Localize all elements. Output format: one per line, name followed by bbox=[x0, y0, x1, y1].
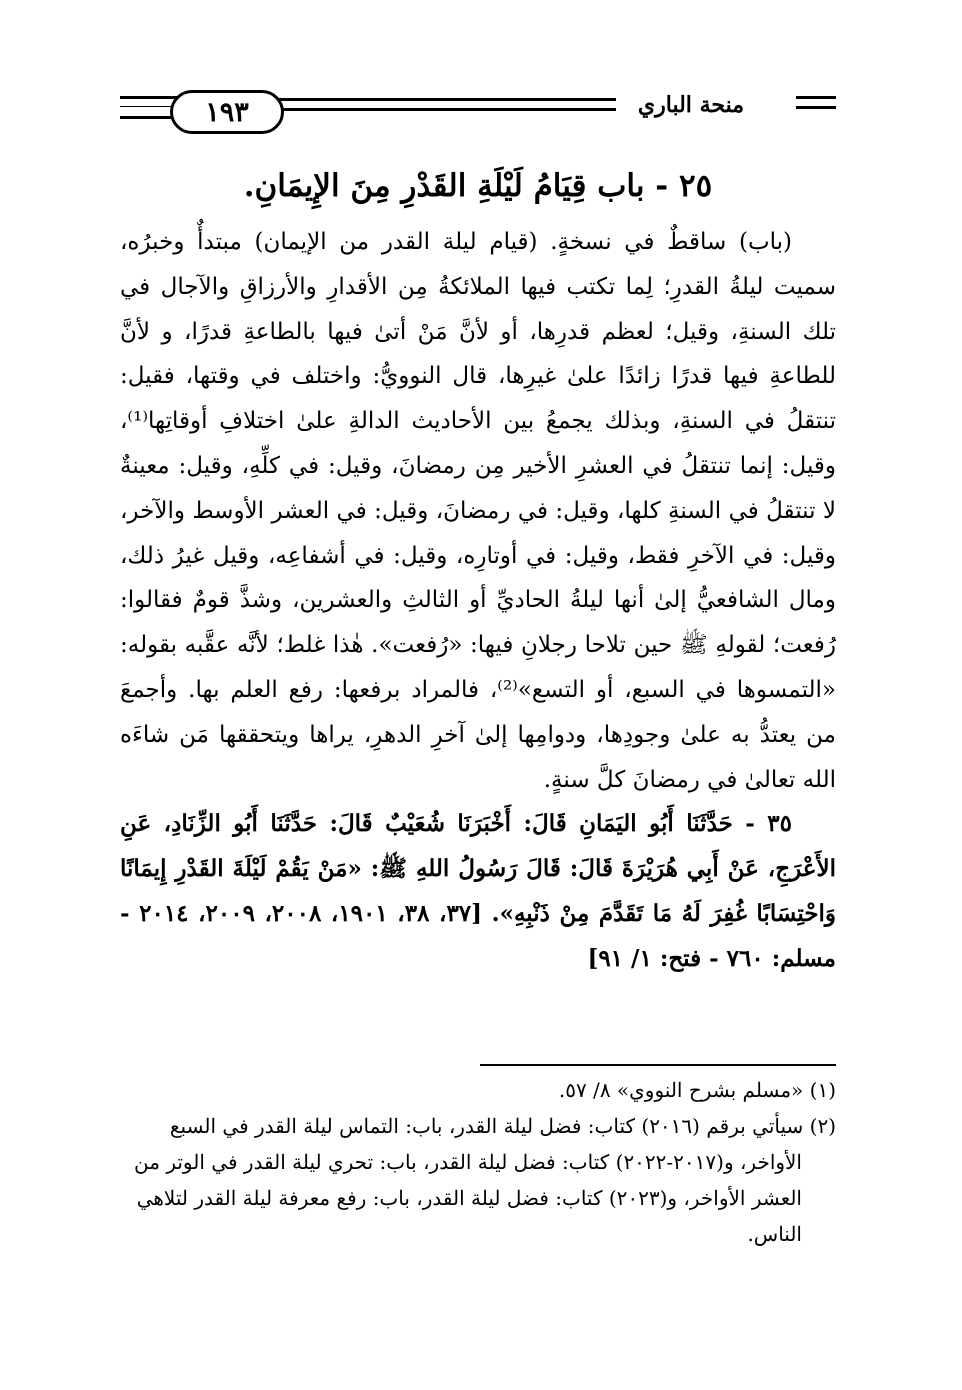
footnote-1: (١) «مسلم بشرح النووي» ٨/ ٥٧. bbox=[558, 1078, 836, 1102]
header-rule-middle-top bbox=[270, 98, 616, 101]
header-rule-right-bottom bbox=[796, 106, 836, 109]
chapter-title: ٢٥ - باب قِيَامُ لَيْلَةِ القَدْرِ مِنَ الإِيمَانِ. bbox=[243, 168, 713, 204]
page-number-badge bbox=[170, 90, 284, 134]
commentary-paragraph: (باب) ساقطٌ في نسخةٍ. (قيام ليلة القدر من الإيمان) مبتدأٌ وخبرُه، سميت ليلةُ القدرِ؛ لِما تكتب فيها الملائكةُ مِن الأقدارِ والأرزاقِ والآجال في تلك السنةِ، وقيل؛ لعظم قدرِها، أو لأنَّ مَنْ أتىٰ فيها بالطاعةِ قدرًا، و لأنَّ للطاعةِ فيها قدرًا زائدًا علىٰ غيرِها، قال النوويُّ: واختلف في وقتها، فقيل: تنتقلُ في السنةِ، وبذلك يجمعُ بين الأحاديث الدالةِ علىٰ اختلافِ أوقاتِها⁽¹⁾، وقيل: إنما تنتقلُ في العشرِ الأخير مِن رمضانَ، وقيل: في كلِّهِ، وقيل: معينةٌ لا تنتقلُ في السنةِ كلها، وقيل: في رمضانَ، وقيل: في العشر الأوسط والآخر، وقيل: في الآخرِ فقط، وقيل: في أوتارِه، وقيل: في أشفاعِه، وقيل غيرُ ذلك، ومال الشافعيُّ إلىٰ أنها ليلةُ الحاديِّ أو الثالثِ والعشرين، وشذَّ قومٌ فقالوا: رُفعت؛ لقولهِ ﷺ حين تلاحا رجلانِ فيها: «رُفعت». هٰذا غلط؛ لأنَّه عقَّبه بقوله: «التمسوها في السبع، أو التسع»⁽²⁾، فالمراد برفعها: رفع العلم بها. وأجمعَ من يعتدُّ به علىٰ وجودِها، ودوامِها إلىٰ آخرِ الدهرِ، يراها ويتحققها مَن شاءَه الله تعالىٰ في رمضانَ كلَّ سنةٍ. bbox=[120, 229, 836, 793]
footnote-2: (٢) سيأتي برقم (٢٠١٦) كتاب: فضل ليلة القدر، باب: التماس ليلة القدر في السبع الأواخر، و(٢٠١٧-٢٠٢٢) كتاب: فضل ليلة القدر، باب: تحري ليلة القدر في الوتر من العشر الأواخر، و(٢٠٢٣) كتاب: فضل ليلة القدر، باب: رفع معرفة ليلة القدر لتلاهي الناس. bbox=[134, 1114, 836, 1246]
book-title: منحة الباري bbox=[637, 92, 744, 118]
page-header bbox=[120, 86, 836, 134]
header-rule-right-top bbox=[796, 96, 836, 99]
page-number: ١٩٣ bbox=[205, 96, 249, 128]
main-text bbox=[120, 220, 836, 982]
header-rule-left-outer bbox=[120, 96, 180, 99]
footnote-separator bbox=[480, 1064, 836, 1066]
header-rule-middle-bottom bbox=[270, 108, 616, 111]
hadith-paragraph: ٣٥ - حَدَّثَنَا أَبُو اليَمَانِ قَالَ: أَخْبَرَنَا شُعَيْبٌ قَالَ: حَدَّثَنَا أَبُو الزِّنَادِ، عَنِ الأَعْرَجِ، عَنْ أَبِي هُرَيْرَةَ قَالَ: قَالَ رَسُولُ اللهِ ﷺ: «مَنْ يَقُمْ لَيْلَةَ القَدْرِ إِيمَانًا وَاحْتِسَابًا غُفِرَ لَهُ مَا تَقَدَّمَ مِنْ ذَنْبِهِ». [٣٧، ٣٨، ١٩٠١، ٢٠٠٨، ٢٠٠٩، ٢٠١٤ - مسلم: ٧٦٠ - فتح: ١/ ٩١] bbox=[120, 810, 836, 972]
footnotes bbox=[120, 1072, 836, 1252]
